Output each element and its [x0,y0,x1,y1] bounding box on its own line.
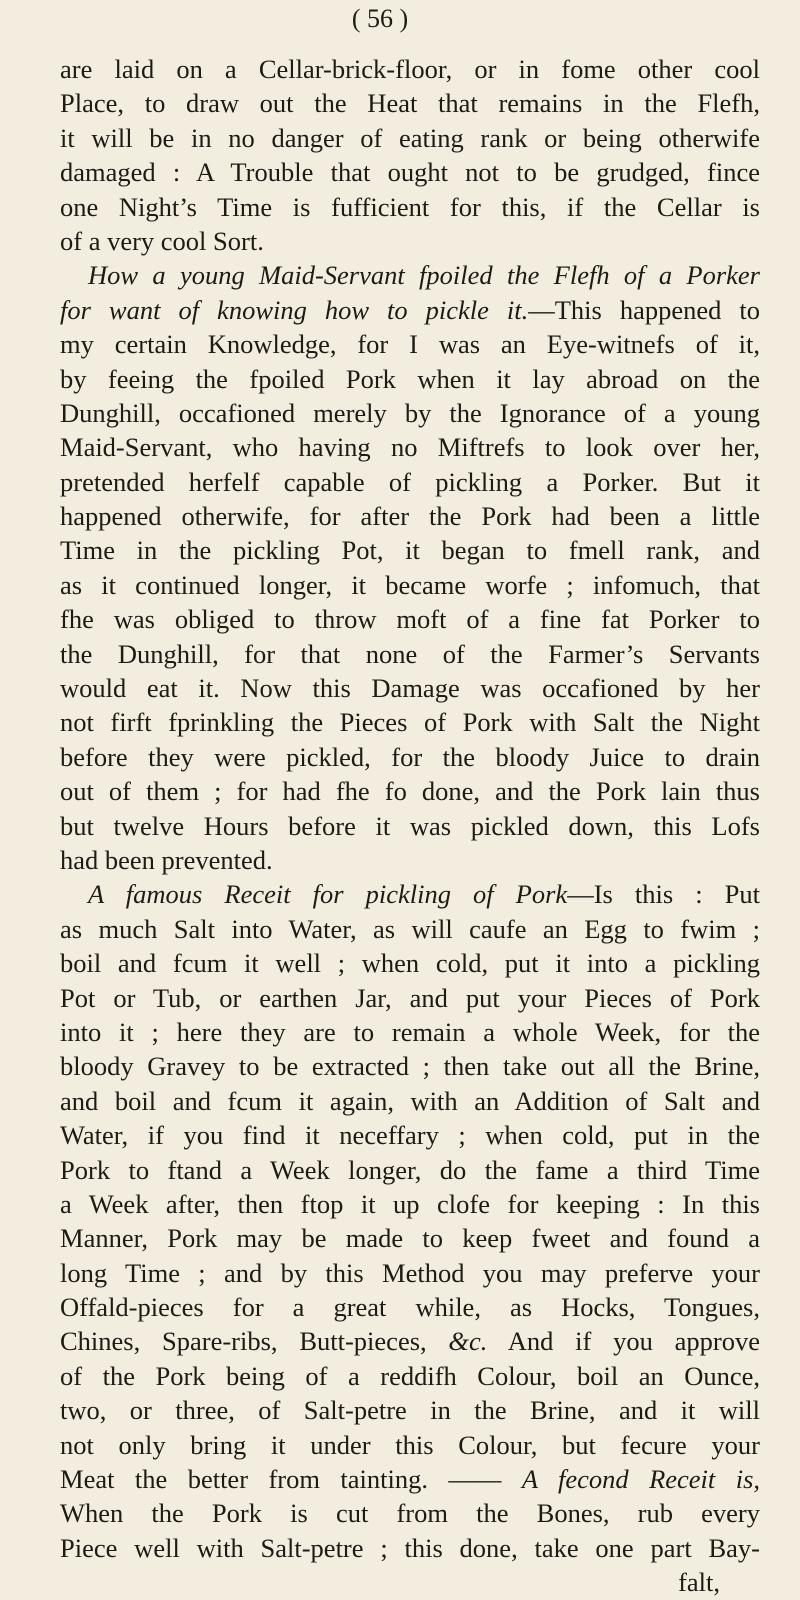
text-line [60,190,760,224]
text-segment: boil and fcum it well ; when cold, put it into a pickling [60,948,760,979]
italic-text-segment: &c. [448,1326,488,1357]
italic-text-segment: A fecond Receit is, [521,1464,761,1495]
text-line [60,1187,760,1221]
text-segment: —This happened to [528,294,761,325]
text-line [60,1393,760,1427]
page-number: ( 56 ) [351,4,409,33]
text-line [60,533,760,567]
text-segment: one Night’s Time is fufficient for this, if the Cellar is [60,191,760,222]
text-line [60,86,760,120]
text-line [60,1428,760,1462]
text-segment: into it ; here they are to remain a whole Week, for the [60,1016,760,1047]
text-segment: —Is this : Put [567,879,760,910]
text-segment: Chines, Spare-ribs, Butt-pieces, [60,1326,449,1357]
text-segment: Time in the pickling Pot, it began to fmell rank, and [60,535,760,566]
text-line [60,1324,760,1358]
text-segment: happened otherwife, for after the Pork had been a little [60,501,760,532]
text-line [60,430,760,464]
text-line [60,946,760,980]
italic-text-segment: How a young Maid-Servant fpoiled the Flefh of a Porker [88,260,760,291]
text-line [60,1462,760,1496]
text-line [60,843,760,877]
italic-text-segment: A famous Receit for pickling of Pork [88,879,568,910]
text-segment: Pot or Tub, or earthen Jar, and put your Pieces of Pork [60,982,760,1013]
text-segment: bloody Gravey to be extracted ; then take out all the Brine, [60,1051,760,1082]
text-segment: Piece well with Salt-petre ; this done, take one part Bay- [60,1532,760,1563]
text-line [60,1118,760,1152]
text-segment: as it continued longer, it became worfe ; infomuch, that [60,569,760,600]
text-line [60,224,760,258]
text-line [60,121,760,155]
text-segment: by feeing the fpoiled Pork when it lay abroad on the [60,363,760,394]
text-line [60,499,760,533]
italic-text-segment: for want of knowing how to pickle it. [60,294,529,325]
text-segment: Meat the better from tainting. —— [60,1464,522,1495]
text-line [60,912,760,946]
text-segment: Manner, Pork may be made to keep fweet and found a [60,1223,760,1254]
text-line [60,362,760,396]
text-line [60,327,760,361]
text-segment: the Dunghill, for that none of the Farmer’s Servants [60,638,760,669]
text-line [60,981,760,1015]
text-line [60,1496,760,1530]
text-line [60,1084,760,1118]
text-line [60,465,760,499]
text-segment: but twelve Hours before it was pickled down, this Lofs [60,810,760,841]
text-segment: two, or three, of Salt-petre in the Brine, and it will [60,1395,760,1426]
text-segment: had been prevented. [60,844,273,875]
text-segment: Pork to ftand a Week longer, do the fame a third Time [60,1154,760,1185]
text-line [60,602,760,636]
text-line [60,396,760,430]
text-segment: before they were pickled, for the bloody Juice to drain [60,741,760,772]
text-line [60,705,760,739]
text-line [60,568,760,602]
text-line [60,1531,760,1565]
text-segment: and boil and fcum it again, with an Addition of Salt and [60,1085,760,1116]
text-line [60,1565,760,1599]
text-segment: my certain Knowledge, for I was an Eye-witnefs of it, [60,329,760,360]
text-segment: Water, if you find it neceffary ; when cold, put in the [60,1120,760,1151]
text-segment: not only bring it under this Colour, but fecure your [60,1429,760,1460]
text-line [60,1221,760,1255]
text-line [60,1015,760,1049]
text-segment: fhe was obliged to throw moft of a fine fat Porker to [60,604,760,635]
text-segment: of the Pork being of a reddifh Colour, boil an Ounce, [60,1360,760,1391]
text-segment: out of them ; for had fhe fo done, and the Pork lain thus [60,776,760,807]
text-segment: as much Salt into Water, as will caufe an Egg to fwim ; [60,913,760,944]
text-segment: long Time ; and by this Method you may preferve your [60,1257,760,1288]
text-segment: Maid-Servant, who having no Miftrefs to look over her, [60,432,760,463]
text-line [60,809,760,843]
text-line [60,1290,760,1324]
text-line [60,1359,760,1393]
text-segment: are laid on a Cellar-brick-floor, or in fome other cool [60,54,760,84]
text-line [60,740,760,774]
text-line [60,1256,760,1290]
text-segment: And if you approve [487,1326,760,1357]
text-line [60,258,760,292]
text-segment: of a very cool Sort. [60,225,264,256]
text-segment: When the Pork is cut from the Bones, rub every [60,1498,760,1529]
text-segment: Offald-pieces for a great while, as Hocks, Tongues, [60,1292,760,1323]
text-segment: a Week after, then ftop it up clofe for keeping : In this [60,1188,760,1219]
text-segment: pretended herfelf capable of pickling a Porker. But it [60,466,760,497]
text-segment: not firft fprinkling the Pieces of Pork with Salt the Night [60,707,760,738]
text-line [60,877,760,911]
text-segment: falt, [678,1567,720,1598]
text-line [60,637,760,671]
text-line [60,1049,760,1083]
text-line [60,52,760,86]
text-line [60,774,760,808]
text-line [60,155,760,189]
text-line [60,293,760,327]
text-segment: it will be in no danger of eating rank or being otherwife [60,122,760,153]
body-text [60,52,760,1600]
text-line [60,671,760,705]
text-segment: Dunghill, occafioned merely by the Ignorance of a young [60,397,760,428]
text-segment: damaged : A Trouble that ought not to be grudged, fince [60,157,760,188]
text-segment: would eat it. Now this Damage was occafioned by her [60,673,760,704]
text-line [60,1153,760,1187]
text-segment: Place, to draw out the Heat that remains in the Flefh, [60,88,760,119]
